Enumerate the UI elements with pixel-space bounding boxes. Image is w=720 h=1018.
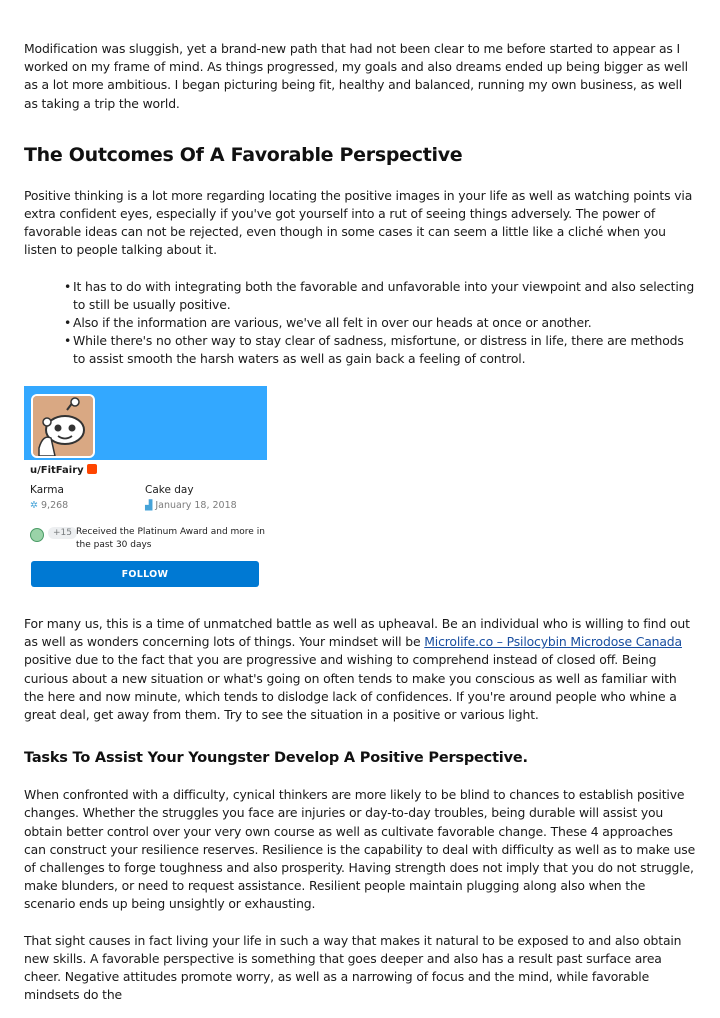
section-paragraph: Positive thinking is a lot more regarding locating the positive images in your life as well as watching points via extra confident eyes, especially if you've got yourself into a rut of seeing things adversely. The power of favorable ideas can not be rejected, even though in some cases it can seem a little like a cliché when you listen to people talking about it. <box>24 187 693 258</box>
shield-badge-icon <box>87 464 97 474</box>
microlife-link[interactable]: Microlife.co – Psilocybin Microdose Canada <box>424 634 682 650</box>
follow-button[interactable]: FOLLOW <box>31 561 259 587</box>
list-item: • Also if the information are various, we've all felt in over our heads at once or another. <box>64 314 696 332</box>
section-paragraph: When confronted with a difficulty, cynical thinkers are more likely to be blind to chances to establish positive changes. Whether the struggles you face are injuries or day-to-day troubles, being durable will assist you obtain better control over your very own course as well as cultivate favorable change. These 4 approaches can construct your resilience reserves. Resilience is the capability to deal with difficulty as well as to make use of challenges to forge toughness and also prosperity. Having strength does not imply that you do not struggle, make blunders, or need to request assistance. Resilient people maintain plugging along also when the scenario ends up being unsightly or exhausting. <box>24 787 696 912</box>
list-item: • While there's no other way to stay clear of sadness, misfortune, or distress in life, there are methods to assist smooth the harsh waters as well as gain back a feeling of control. <box>64 333 684 367</box>
award-count: +15 <box>48 527 77 539</box>
section-paragraph: That sight causes in fact living your life in such a way that makes it natural to be exposed to and also obtain new skills. A favorable perspective is something that goes deeper and also has a result past surface area cheer. Negative attitudes promote worry, as well as a narrowing of focus and the mind, while favorable mindsets do the <box>24 932 682 1003</box>
award-icon <box>30 528 44 542</box>
karma-value: ✲ 9,268 <box>30 500 69 511</box>
cakeday-label: Cake day <box>145 484 194 496</box>
section-heading-outcomes: The Outcomes Of A Favorable Perspective <box>24 143 463 166</box>
profile-card-image <box>24 386 267 591</box>
bullet-list <box>24 278 696 369</box>
avatar <box>31 394 95 458</box>
karma-icon: ✲ <box>30 500 38 511</box>
bullet-icon: • <box>64 333 72 349</box>
list-item: • It has to do with integrating both the favorable and unfavorable into your viewpoint and also selecting to still be usually positive. <box>64 278 695 312</box>
cakeday-value: ▟ January 18, 2018 <box>145 500 237 511</box>
section-paragraph-with-link: For many us, this is a time of unmatched battle as well as upheaval. Be an individual who is willing to find out as well as wonders concerning lots of things. Your mindset will be Microlife.co – Psilocybin Microdose Canada positive due to the fact that you are progressive and wishing to comprehend instead of closed off. Being curious about a new situation or what's going on often tends to make you conscious as well as familiar with the here and now minute, which tends to dislodge lack of confidences. If you're around people who whine a great deal, get away from them. Try to see the situation in a positive or various light. <box>24 616 690 723</box>
bullet-icon: • <box>64 315 72 331</box>
award-text: Received the Platinum Award and more in the past 30 days <box>76 527 265 550</box>
cake-icon: ▟ <box>145 500 153 511</box>
karma-label: Karma <box>30 484 64 496</box>
article <box>24 40 696 369</box>
bullet-icon: • <box>64 278 72 294</box>
profile-username: u/FitFairy <box>30 464 97 476</box>
article-continued <box>24 615 696 1004</box>
section-heading-tasks: Tasks To Assist Your Youngster Develop A Positive Perspective. <box>24 750 528 767</box>
snoo-avatar-icon <box>33 396 93 456</box>
intro-paragraph: Modification was sluggish, yet a brand-new path that had not been clear to me before started to appear as I worked on my frame of mind. As things progressed, my goals and also dreams ended up being bigger as well as a lot more ambitious. I began picturing being fit, healthy and balanced, running my own business, as well as taking a trip the world. <box>24 41 688 111</box>
